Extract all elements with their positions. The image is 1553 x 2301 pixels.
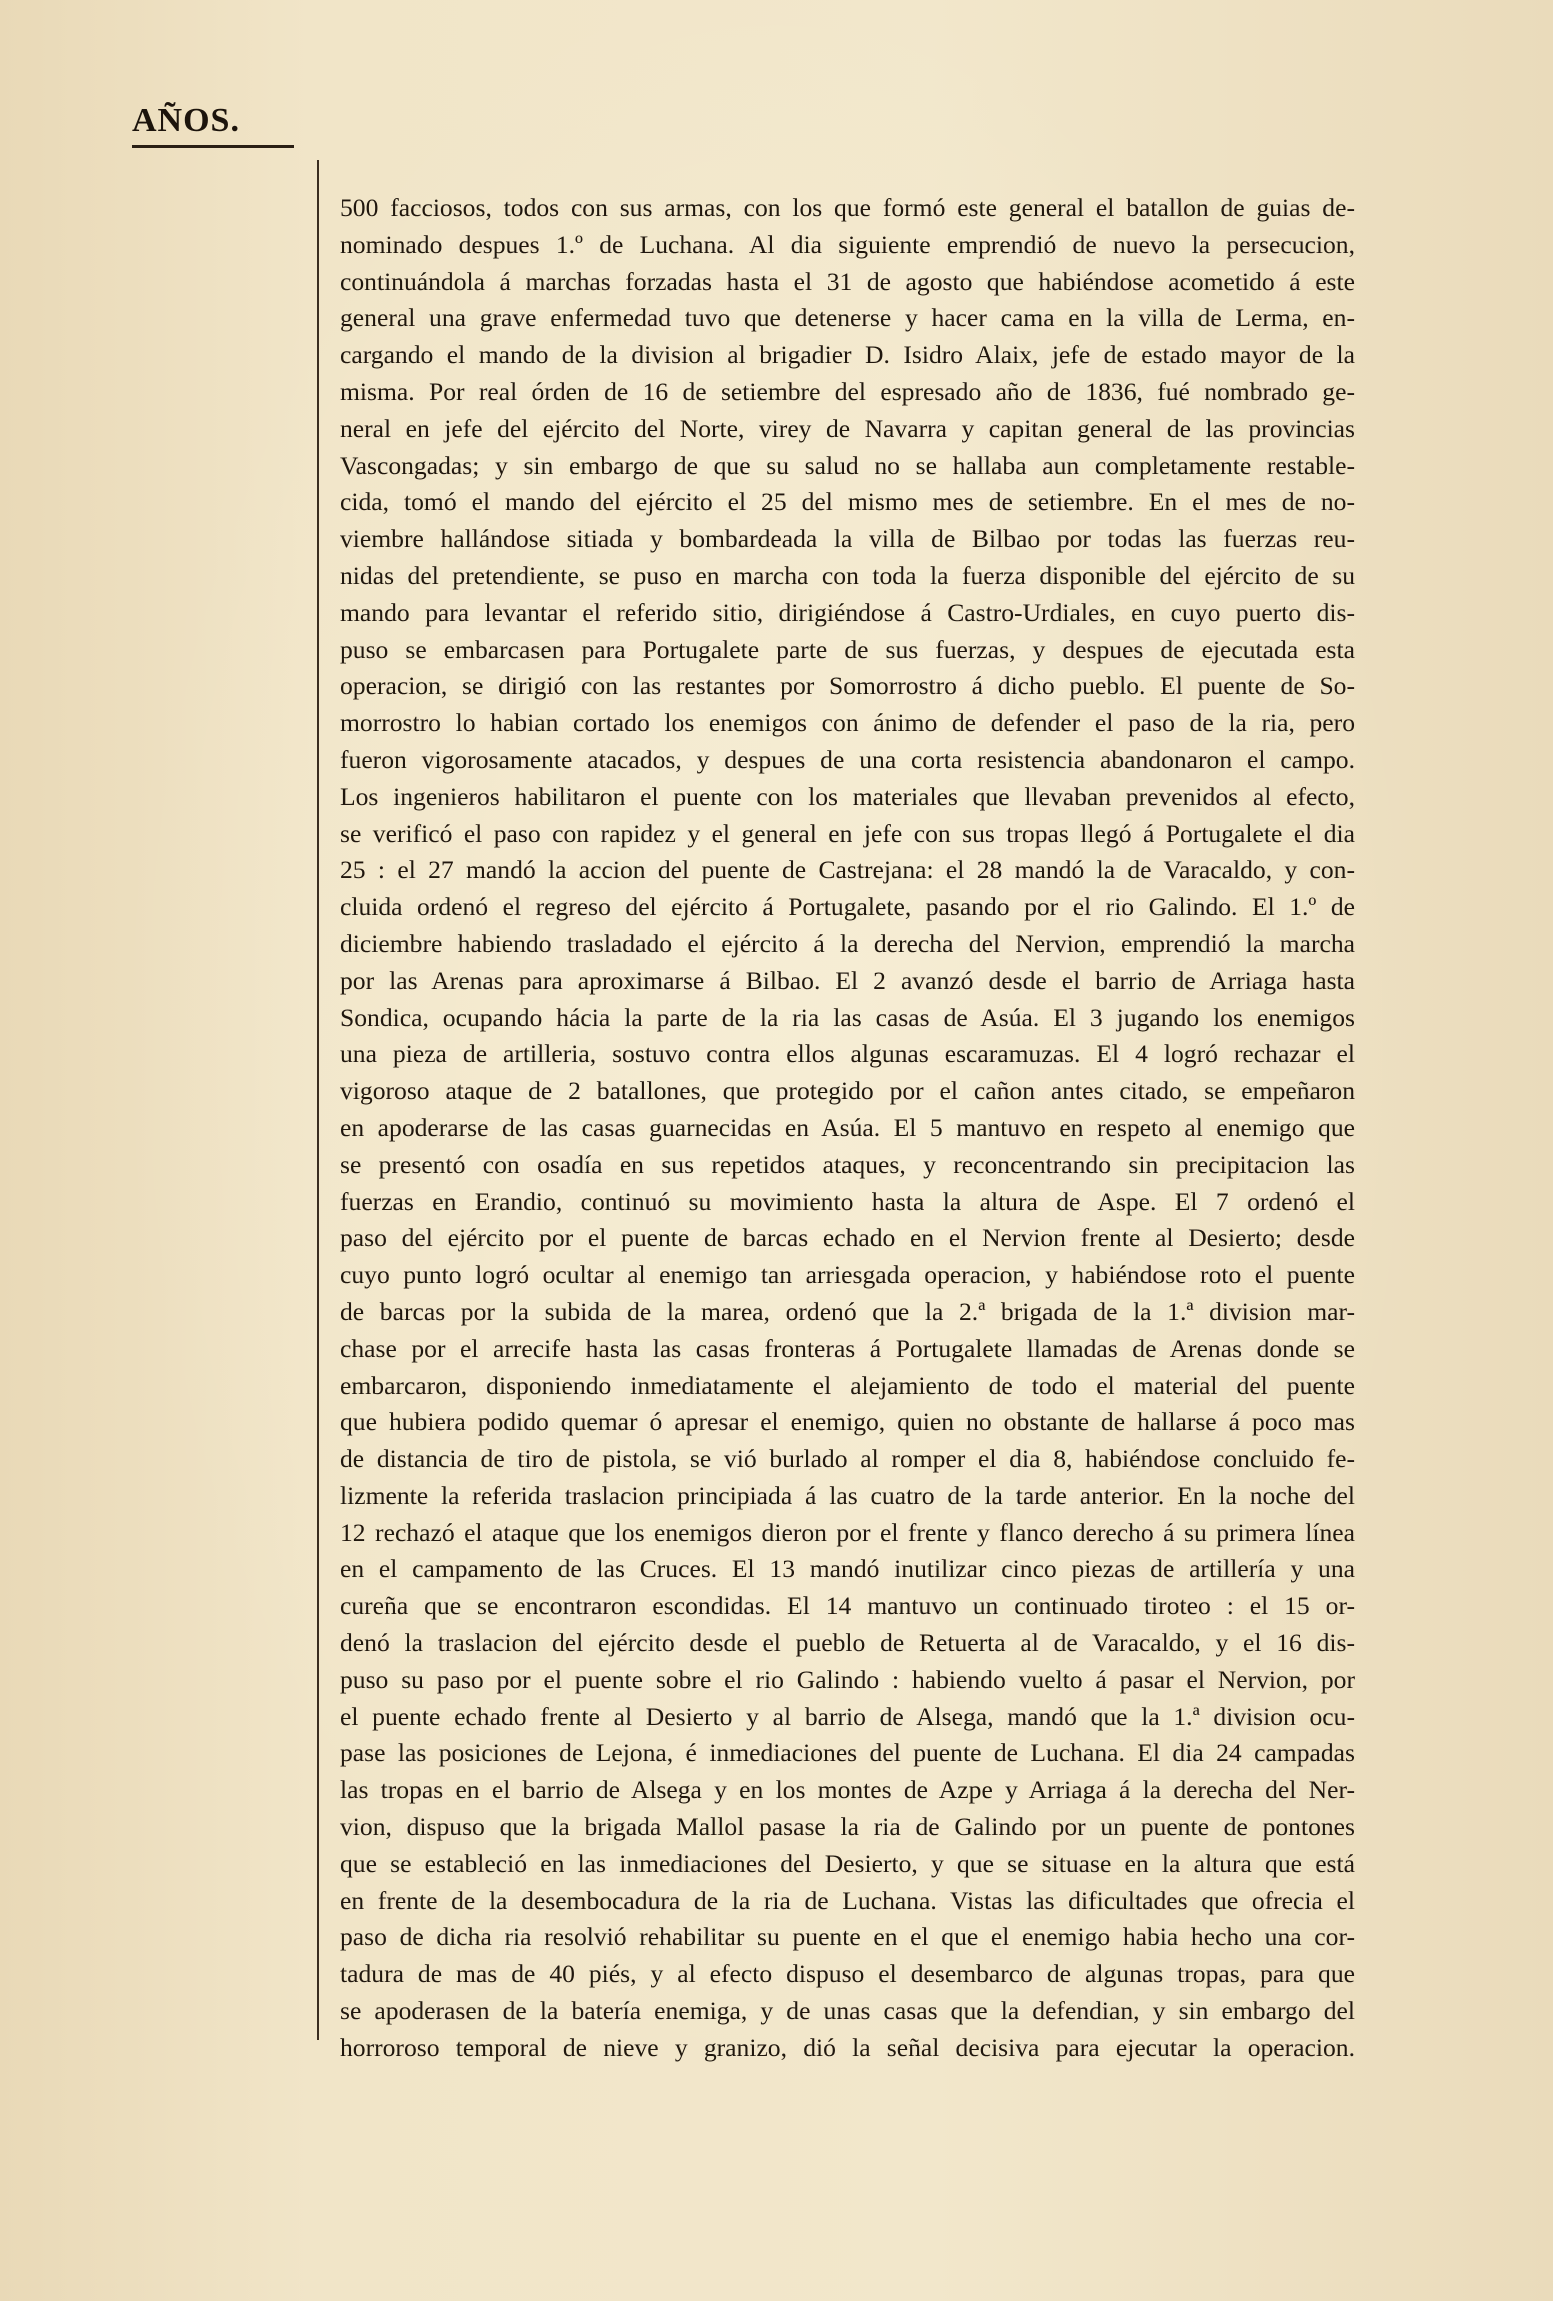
text-line: el puente echado frente al Desierto y al barrio de Alsega, mandó que la 1.ª division ocu- xyxy=(340,1701,1355,1731)
text-line: nominado despues 1.º de Luchana. Al dia siguiente emprendió de nuevo la persecucion, xyxy=(340,229,1355,259)
text-line: operacion, se dirigió con las restantes por Somorrostro á dicho pueblo. El puente de So- xyxy=(340,671,1355,701)
text-line: cida, tomó el mando del ejército el 25 del mismo mes de setiembre. En el mes de no- xyxy=(340,487,1355,517)
years-column-heading: AÑOS. xyxy=(132,102,240,139)
text-line: neral en jefe del ejército del Norte, virey de Navarra y capitan general de las provincias xyxy=(340,413,1355,443)
text-line: puso se embarcasen para Portugalete parte de sus fuerzas, y despues de ejecutada esta xyxy=(340,634,1355,664)
text-line: de barcas por la subida de la marea, ordenó que la 2.ª brigada de la 1.ª division mar- xyxy=(340,1296,1355,1326)
text-line: horroroso temporal de nieve y granizo, dió la señal decisiva para ejecutar la operacion. xyxy=(340,2032,1355,2062)
text-line: misma. Por real órden de 16 de setiembre del espresado año de 1836, fué nombrado ge- xyxy=(340,376,1355,406)
text-line: se apoderasen de la batería enemiga, y de unas casas que la defendian, y sin embargo del xyxy=(340,1996,1355,2026)
text-line: 500 facciosos, todos con sus armas, con los que formó este general el batallon de guias de- xyxy=(340,193,1355,222)
text-line: tadura de mas de 40 piés, y al efecto dispuso el desembarco de algunas tropas, para que xyxy=(340,1959,1355,1989)
text-line: Los ingenieros habilitaron el puente con los materiales que llevaban prevenidos al efecto, xyxy=(340,781,1355,811)
text-line: viembre hallándose sitiada y bombardeada la villa de Bilbao por todas las fuerzas reu- xyxy=(340,524,1355,554)
text-line: continuándola á marchas forzadas hasta el 31 de agosto que habiéndose acometido á este xyxy=(340,266,1355,296)
text-line: que se estableció en las inmediaciones del Desierto, y que se situase en la altura que está xyxy=(340,1848,1355,1878)
text-line: pase las posiciones de Lejona, é inmediaciones del puente de Luchana. El dia 24 campadas xyxy=(340,1738,1355,1768)
text-line: paso del ejército por el puente de barcas echado en el Nervion frente al Desierto; desde xyxy=(340,1223,1355,1253)
text-line: de distancia de tiro de pistola, se vió burlado al romper el dia 8, habiéndose concluido fe- xyxy=(340,1444,1355,1474)
text-line: vion, dispuso que la brigada Mallol pasase la ria de Galindo por un puente de pontones xyxy=(340,1812,1355,1842)
text-line: 12 rechazó el ataque que los enemigos dieron por el frente y flanco derecho á su primera línea xyxy=(340,1517,1355,1547)
text-line: diciembre habiendo trasladado el ejército á la derecha del Nervion, emprendió la marcha xyxy=(340,928,1355,958)
text-line: que hubiera podido quemar ó apresar el enemigo, quien no obstante de hallarse á poco mas xyxy=(340,1407,1355,1437)
bleed-through-heading xyxy=(1190,96,1310,134)
text-line: morrostro lo habian cortado los enemigos con ánimo de defender el paso de la ria, pero xyxy=(340,708,1355,738)
text-line: se verificó el paso con rapidez y el general en jefe con sus tropas llegó á Portugalete el dia xyxy=(340,818,1355,848)
text-line: cuyo punto logró ocultar al enemigo tan arriesgada operacion, y habiéndose roto el puente xyxy=(340,1260,1355,1290)
text-line: denó la traslacion del ejército desde el pueblo de Retuerta al de Varacaldo, y el 16 dis- xyxy=(340,1628,1355,1658)
header-rule xyxy=(132,145,294,148)
text-line: fueron vigorosamente atacados, y despues de una corta resistencia abandonaron el campo. xyxy=(340,744,1355,774)
text-line: puso su paso por el puente sobre el rio Galindo : habiendo vuelto á pasar el Nervion, por xyxy=(340,1664,1355,1694)
years-column xyxy=(132,160,312,2040)
text-line: en el campamento de las Cruces. El 13 mandó inutilizar cinco piezas de artillería y una xyxy=(340,1554,1355,1584)
text-line: las tropas en el barrio de Alsega y en los montes de Azpe y Arriaga á la derecha del Ner- xyxy=(340,1775,1355,1805)
text-line: cureña que se encontraron escondidas. El 14 mantuvo un continuado tiroteo : el 15 or- xyxy=(340,1591,1355,1621)
text-line: embarcaron, disponiendo inmediatamente el alejamiento de todo el material del puente xyxy=(340,1370,1355,1400)
text-line: paso de dicha ria resolvió rehabilitar su puente en el que el enemigo habia hecho una cor- xyxy=(340,1922,1355,1952)
text-line: 25 : el 27 mandó la accion del puente de Castrejana: el 28 mandó la de Varacaldo, y con- xyxy=(340,855,1355,885)
body-text xyxy=(340,190,1355,2067)
column-divider xyxy=(317,160,319,2040)
text-line: por las Arenas para aproximarse á Bilbao. El 2 avanzó desde el barrio de Arriaga hasta xyxy=(340,965,1355,995)
text-line: cluida ordenó el regreso del ejército á Portugalete, pasando por el rio Galindo. El 1.º de xyxy=(340,892,1355,922)
text-line: una pieza de artilleria, sostuvo contra ellos algunas escaramuzas. El 4 logró rechazar el xyxy=(340,1039,1355,1069)
text-line: cargando el mando de la division al brigadier D. Isidro Alaix, jefe de estado mayor de la xyxy=(340,340,1355,370)
text-line: fuerzas en Erandio, continuó su movimiento hasta la altura de Aspe. El 7 ordenó el xyxy=(340,1186,1355,1216)
text-line: Sondica, ocupando hácia la parte de la ria las casas de Asúa. El 3 jugando los enemigos xyxy=(340,1002,1355,1032)
text-line: nidas del pretendiente, se puso en marcha con toda la fuerza disponible del ejército de su xyxy=(340,560,1355,590)
text-line: general una grave enfermedad tuvo que detenerse y hacer cama en la villa de Lerma, en- xyxy=(340,303,1355,333)
text-line: lizmente la referida traslacion principiada á las cuatro de la tarde anterior. En la noche del xyxy=(340,1480,1355,1510)
text-line: Vascongadas; y sin embargo de que su salud no se hallaba aun completamente restable- xyxy=(340,450,1355,480)
text-line: mando para levantar el referido sitio, dirigiéndose á Castro-Urdiales, en cuyo puerto dis- xyxy=(340,597,1355,627)
text-line: vigoroso ataque de 2 batallones, que protegido por el cañon antes citado, se empeñaron xyxy=(340,1076,1355,1106)
text-line: chase por el arrecife hasta las casas fronteras á Portugalete llamadas de Arenas donde se xyxy=(340,1333,1355,1363)
text-line: en apoderarse de las casas guarnecidas en Asúa. El 5 mantuvo en respeto al enemigo que xyxy=(340,1112,1355,1142)
bleed-through-text xyxy=(132,160,312,2040)
text-line: en frente de la desembocadura de la ria de Luchana. Vistas las dificultades que ofrecia el xyxy=(340,1885,1355,1915)
text-line: se presentó con osadía en sus repetidos ataques, y reconcentrando sin precipitacion las xyxy=(340,1149,1355,1179)
